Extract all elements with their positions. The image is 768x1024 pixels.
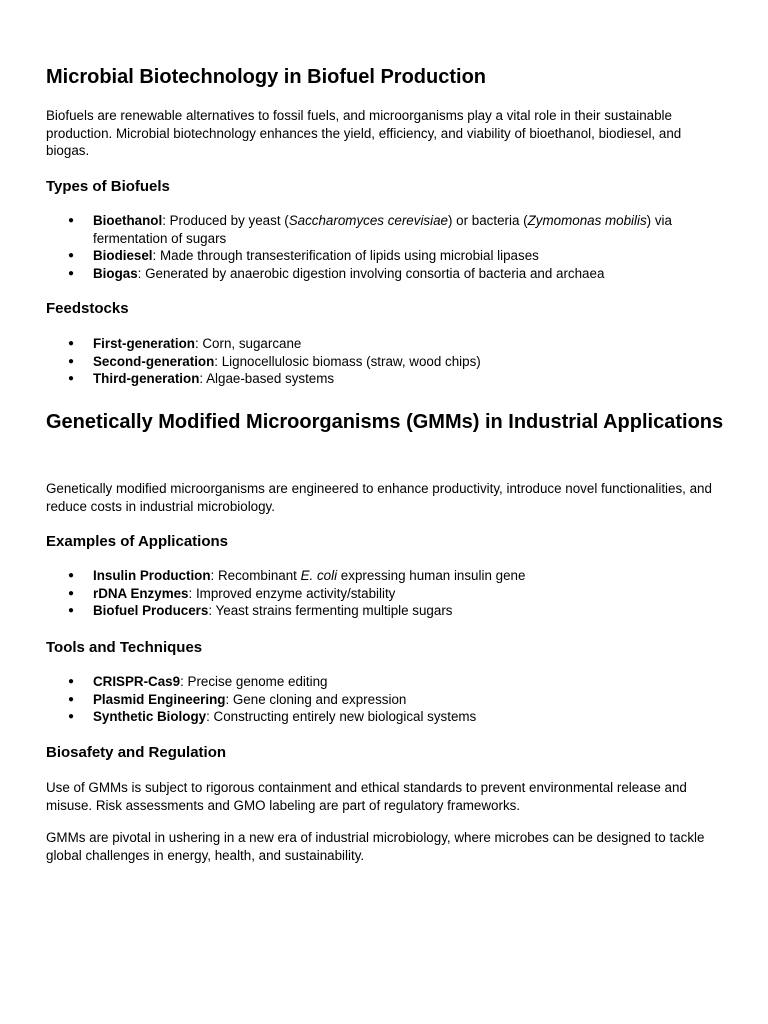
list-item-biogas: ● Biogas: Generated by anaerobic digestion involving consortia of bacteria and archaea xyxy=(46,265,726,283)
list-tools-and-techniques xyxy=(46,673,476,726)
paragraph-biosafety: Use of GMMs is subject to rigorous containment and ethical standards to prevent environmental release and misuse. Risk assessments and GMO labeling are part of regulatory frameworks. xyxy=(46,780,687,813)
term-label: rDNA Enzymes xyxy=(93,585,189,601)
list-item-insulin-production: ● Insulin Production: Recombinant E. coli expressing human insulin gene xyxy=(46,567,525,585)
species-name: Zymomonas mobilis xyxy=(527,213,647,228)
heading-types-of-biofuels: Types of Biofuels xyxy=(46,178,170,195)
list-feedstocks xyxy=(46,335,481,388)
list-examples-of-applications xyxy=(46,567,525,620)
term-label: Biogas xyxy=(93,265,138,281)
heading-tools-and-techniques: Tools and Techniques xyxy=(46,639,203,656)
list-item-third-generation: ● Third-generation: Algae-based systems xyxy=(46,370,481,388)
intro-paragraph-gmms: Genetically modified microorganisms are engineered to enhance productivity, introduce novel functionalities, and reduce costs in industrial microbiology. xyxy=(46,481,712,514)
section-title-biofuel: Microbial Biotechnology in Biofuel Production xyxy=(46,66,486,88)
list-item-plasmid-engineering: ● Plasmid Engineering: Gene cloning and expression xyxy=(46,691,476,709)
term-label: Plasmid Engineering xyxy=(93,691,226,707)
heading-feedstocks: Feedstocks xyxy=(46,300,129,317)
heading-examples-of-applications: Examples of Applications xyxy=(46,533,228,550)
heading-biosafety-and-regulation: Biosafety and Regulation xyxy=(46,744,227,761)
species-name: Saccharomyces cerevisiae xyxy=(288,213,448,228)
list-item-synthetic-biology: ● Synthetic Biology: Constructing entirely new biological systems xyxy=(46,708,476,726)
term-label: CRISPR-Cas9 xyxy=(93,674,181,689)
paragraph-closing: GMMs are pivotal in ushering in a new era of industrial microbiology, where microbes can be designed to tackle global challenges in energy, health, and sustainability. xyxy=(46,830,705,863)
list-item-first-generation: ● First-generation: Corn, sugarcane xyxy=(46,335,481,353)
term-label: Biofuel Producers xyxy=(93,603,209,618)
term-label: Biodiesel xyxy=(93,248,153,263)
list-types-of-biofuels xyxy=(46,212,726,282)
term-label: Second-generation xyxy=(93,353,215,369)
term-label: Insulin Production xyxy=(93,568,211,583)
list-item-bioethanol: ● Bioethanol: Produced by yeast (Saccharomyces cerevisiae) or bacteria (Zymomonas mobilis) via fermentation of sugars xyxy=(46,212,726,247)
section-title-gmms: Genetically Modified Microorganisms (GMMs) in Industrial Applications xyxy=(46,411,724,433)
term-label: Bioethanol xyxy=(93,213,163,228)
list-item-biofuel-producers: ● Biofuel Producers: Yeast strains fermenting multiple sugars xyxy=(46,602,525,620)
species-name: E. coli xyxy=(300,568,338,583)
term-label: Synthetic Biology xyxy=(93,709,207,724)
list-item-rdna-enzymes: ● rDNA Enzymes: Improved enzyme activity/stability xyxy=(46,585,525,603)
list-item-second-generation: ● Second-generation: Lignocellulosic biomass (straw, wood chips) xyxy=(46,353,481,371)
list-item-biodiesel: ● Biodiesel: Made through transesterification of lipids using microbial lipases xyxy=(46,247,726,265)
list-item-crispr-cas9: ● CRISPR-Cas9: Precise genome editing xyxy=(46,673,476,691)
term-label: Third-generation xyxy=(93,371,200,386)
term-label: First-generation xyxy=(93,336,195,351)
intro-paragraph-biofuel: Biofuels are renewable alternatives to fossil fuels, and microorganisms play a vital role in their sustainable production. Microbial biotechnology enhances the yield, efficiency, and viability of bioethanol, biodiesel, and biogas. xyxy=(46,108,682,158)
